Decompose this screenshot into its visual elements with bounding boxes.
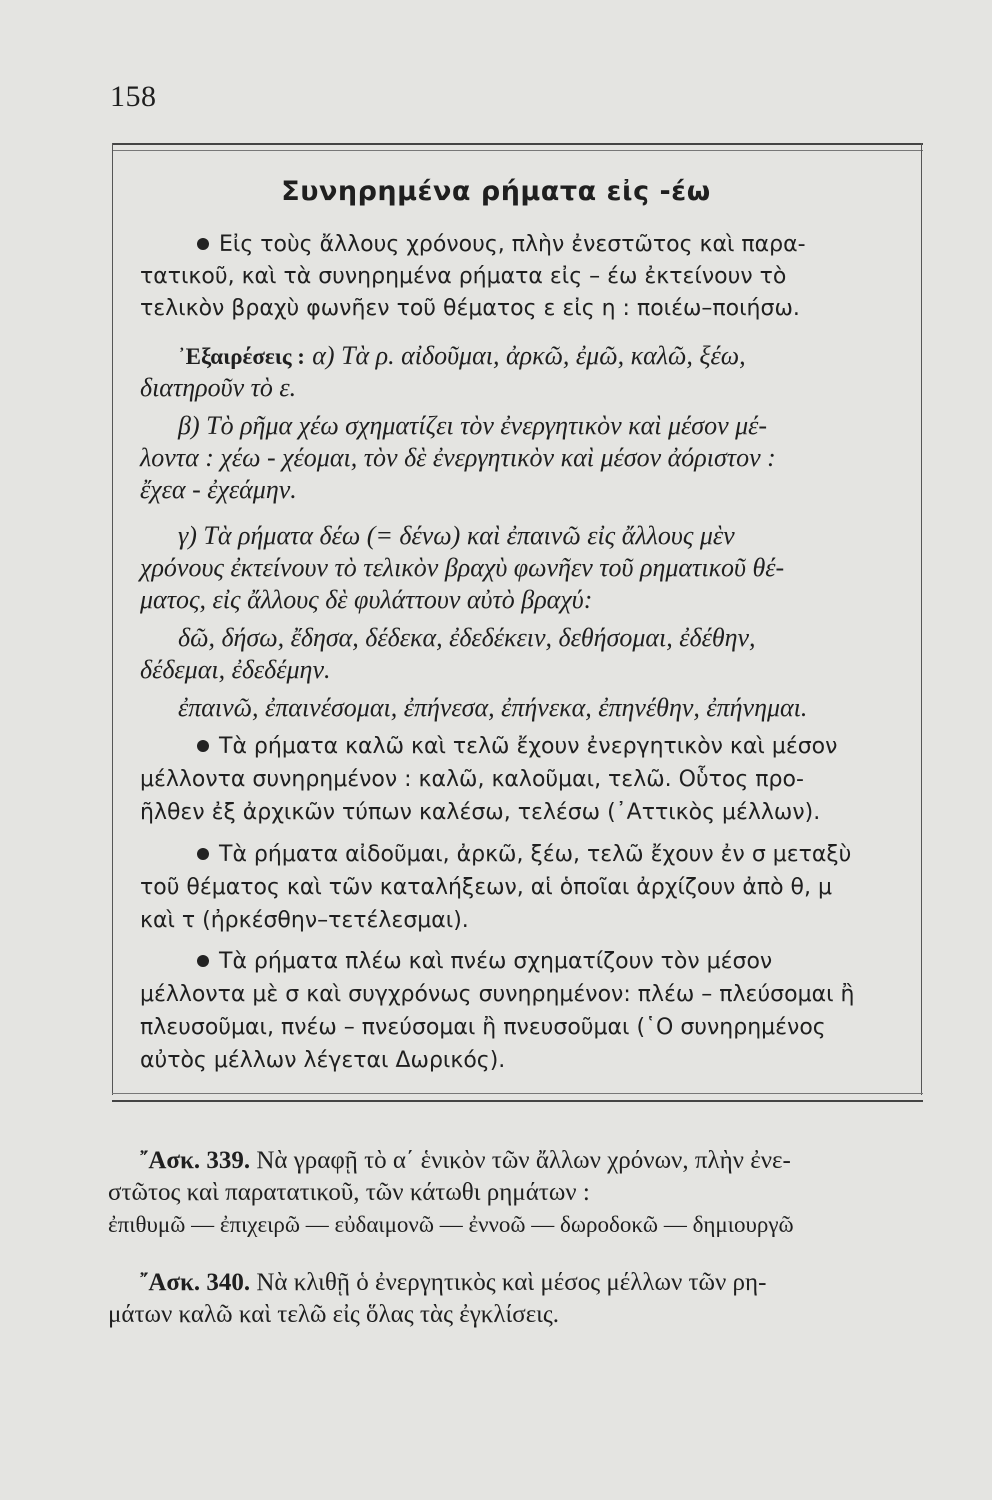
exercise-label: ῎Ασκ. 340. [140, 1269, 251, 1296]
box-bottom-rule-inner [112, 1093, 923, 1094]
text-line: δέδεμαι, ἐδεδέμην. [140, 655, 331, 684]
text-line: πλευσοῦμαι, πνέω – πνεύσομαι ἢ πνευσοῦμαι (῾Ο συνηρημένος [140, 1015, 826, 1040]
text-line: Τὰ ρήματα καλῶ καὶ τελῶ ἔχουν ἐνεργητικὸν καὶ μέσον [197, 732, 837, 762]
text-line: Τὰ ρήματα πλέω καὶ πνέω σχηματίζουν τὸν μέσον [197, 947, 772, 977]
exercise-340: ῎Ασκ. 340. Νὰ κλιθῇ ὁ ἐνεργητικὸς καὶ μέσος μέλλων τῶν ρη- [140, 1269, 767, 1296]
text-line: ματος, εἰς ἄλλους δὲ φυλάττουν αὐτὸ βραχύ: [140, 585, 593, 614]
box-bottom-rule [112, 1100, 923, 1102]
page-number: 158 [110, 80, 157, 113]
text-line: μέλλοντα συνηρημένον : καλῶ, καλοῦμαι, τελῶ. Οὗτος προ- [140, 767, 804, 792]
text-line: δῶ, δήσω, ἔδησα, δέδεκα, ἐδεδέκειν, δεθήσομαι, ἐδέθην, [178, 623, 756, 652]
text-line: αὐτὸς μέλλων λέγεται Δωρικός). [140, 1048, 506, 1073]
text-line: μέλλοντα μὲ σ καὶ συγχρόνως συνηρημένον: πλέω – πλεύσομαι ἢ [140, 982, 855, 1007]
text-line: γ) Τὰ ρήματα δέω (= δένω) καὶ ἐπαινῶ εἰς ἄλλους μὲν [178, 521, 735, 550]
text-line: β) Τὸ ρῆμα χέω σχηματίζει τὸν ἐνεργητικὸν καὶ μέσον μέ- [178, 411, 768, 440]
text-line: λοντα : χέω - χέομαι, τὸν δὲ ἐνεργητικὸν καὶ μέσον ἀόριστον : [140, 443, 776, 472]
text-line: τατικοῦ, καὶ τὰ συνηρημένα ρήματα εἰς – έω ἐκτείνουν τὸ [140, 264, 787, 289]
text-line: Εἰς τοὺς ἄλλους χρόνους, πλὴν ἐνεστῶτος καὶ παρα- [197, 230, 806, 260]
text-line: διατηροῦν τὸ ε. [140, 373, 297, 402]
text-line: στῶτος καὶ παρατατικοῦ, τῶν κάτωθι ρημάτων : [108, 1179, 590, 1206]
exercise-label: ῎Ασκ. 339. [140, 1147, 251, 1174]
text-line: τοῦ θέματος καὶ τῶν καταλήξεων, αἱ ὁποῖαι ἀρχίζουν ἀπὸ θ, μ [140, 875, 832, 900]
text-line: μάτων καλῶ καὶ τελῶ εἰς ὅλας τὰς ἐγκλίσεις. [108, 1301, 560, 1328]
text-line: καὶ τ (ἠρκέσθην–τετέλεσμαι). [140, 908, 469, 933]
exercise-339: ῎Ασκ. 339. Νὰ γραφῇ τὸ α΄ ἑνικὸν τῶν ἄλλων χρόνων, πλὴν ἐνε- [140, 1147, 791, 1174]
bullet-icon [197, 848, 209, 860]
text-line: ᾿Εξαιρέσεις : α) Τὰ ρ. αἰδοῦμαι, ἀρκῶ, ἐμῶ, καλῶ, ξέω, [178, 341, 746, 370]
bullet-icon [197, 955, 209, 967]
box-title: Συνηρημένα ρήματα εἰς -έω [281, 176, 711, 207]
bullet-icon [197, 238, 209, 250]
text-line: ἐπαινῶ, ἐπαινέσομαι, ἐπήνεσα, ἐπήνεκα, ἐπηνέθην, ἐπήνημαι. [178, 693, 808, 722]
text-line: τελικὸν βραχὺ φωνῆεν τοῦ θέματος ε εἰς η : ποιέω–ποιήσω. [140, 296, 800, 321]
text-line: ἐπιθυμῶ — ἐπιχειρῶ — εὐδαιμονῶ — ἐννοῶ — δωροδοκῶ — δημιουργῶ [108, 1212, 794, 1237]
text-line: Τὰ ρήματα αἰδοῦμαι, ἀρκῶ, ξέω, τελῶ ἔχουν ἐν σ μεταξὺ [197, 840, 851, 870]
text-line: ἔχεα - ἐχεάμην. [140, 475, 297, 504]
text-line: ῆλθεν ἐξ ἀρχικῶν τύπων καλέσω, τελέσω (᾿Αττικὸς μέλλων). [140, 800, 821, 825]
text-line: χρόνους ἐκτείνουν τὸ τελικὸν βραχὺ φωνῆεν τοῦ ρηματικοῦ θέ- [140, 553, 785, 582]
bullet-icon [197, 740, 209, 752]
